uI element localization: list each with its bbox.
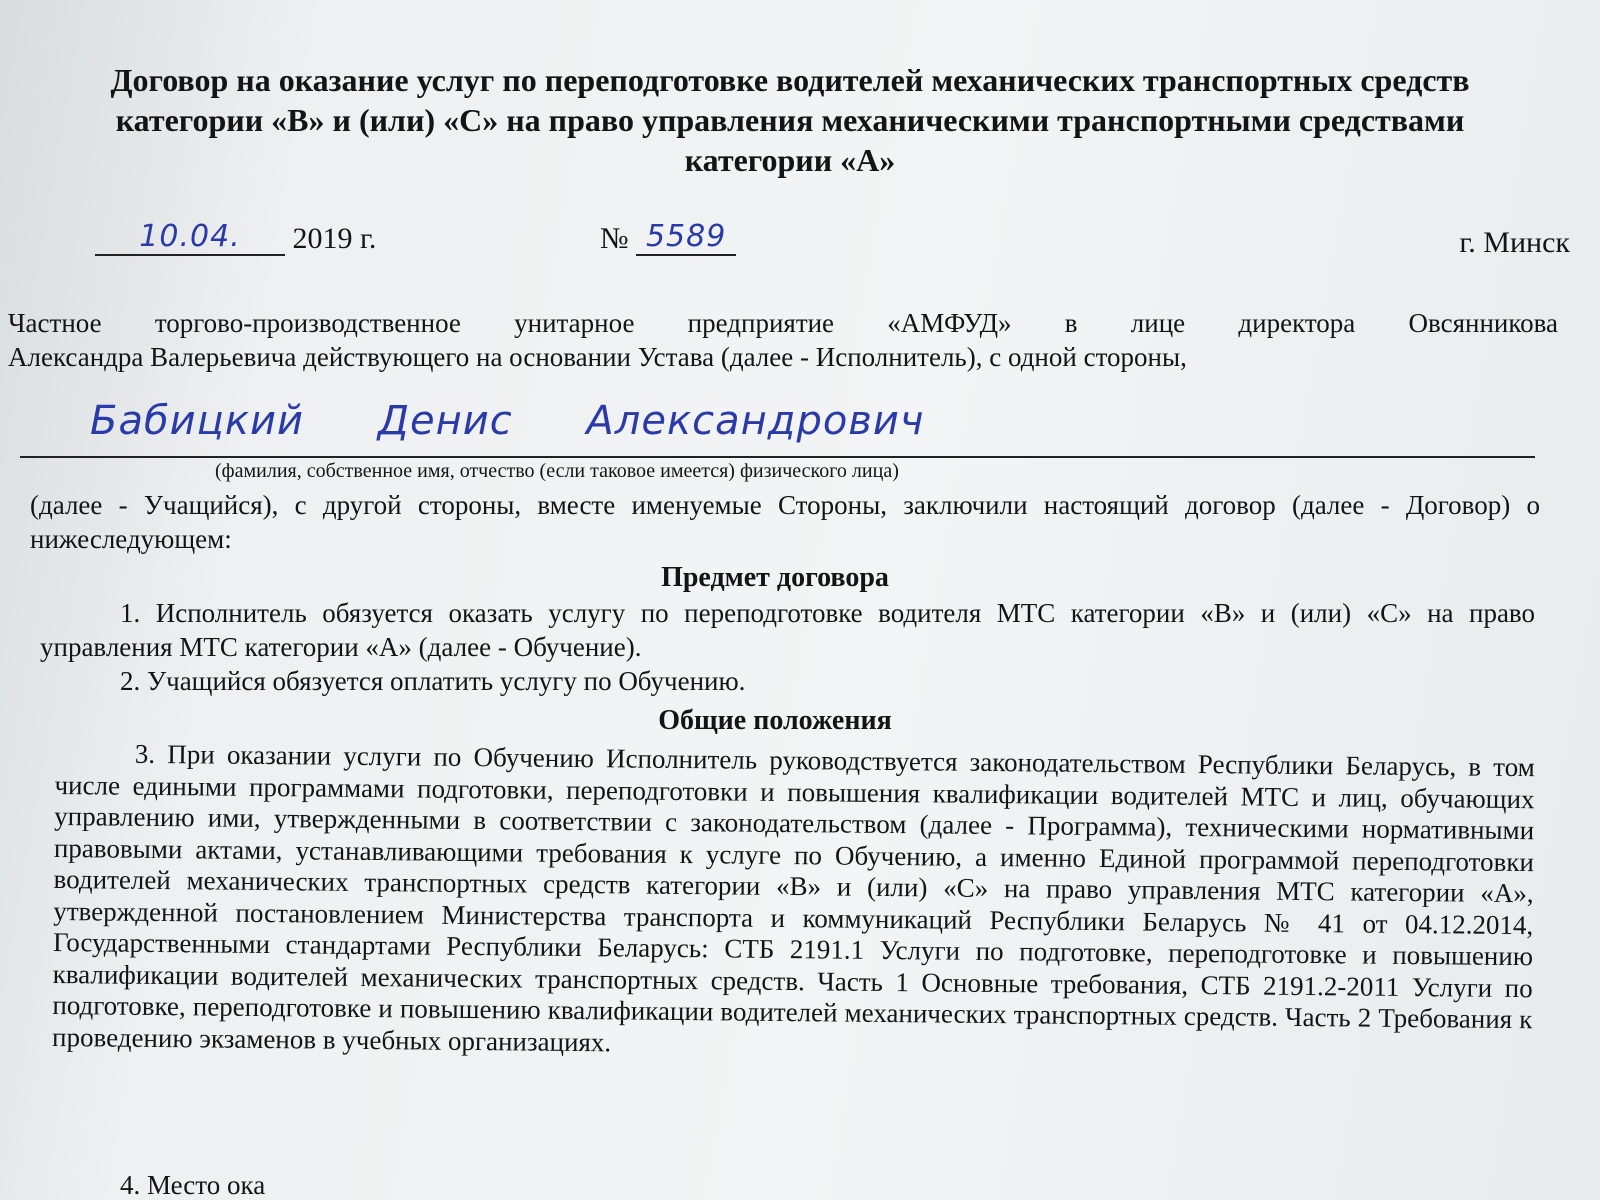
handwritten-date: 10.04. [95,220,285,256]
document-title [20,60,1560,180]
student-name-caption: (фамилия, собственное имя, отчество (если таковое имеется) физического лица) [215,460,899,482]
title-line-3: категории «А» [684,142,896,178]
handwritten-student-name: Бабицкий Денис Александрович [90,398,925,444]
parties-outro: (далее - Учащийся), с другой стороны, вместе именуемые Стороны, заключили настоящий договор (далее - Договор) о нижеследующем: [30,490,1540,554]
clause-2: 2. Учащийся обязуется оплатить услугу по Обучению. [120,666,746,696]
contract-city: г. Минск [1459,226,1570,259]
date-year: 2019 г. [292,222,377,255]
contract-number [600,220,736,256]
clause-3: 3. При оказании услуги по Обучению Исполнитель руководствуется законодательством Республики Беларусь, в том числе едиными программами подготовки, переподготовки и повышения квалификации водителей МТС и лиц, обучающих управлению ими, утвержденными в соответствии с законодательством (далее - Программа), техническими нормативными правовыми актами, устанавливающими требования к услуге по Обучению, а именно Единой программой переподготовки водителей механических транспортных средств категории «В» и (или) «С» на право управления МТС категории «А», утвержденной постановлением Министерства транспорта и коммуникаций Республики Беларусь № 41 от 04.12.2014, Государственными стандартами Республики Беларусь: СТБ 2191.1 Услуги по подготовке, переподготовке и повышению квалификации водителей механических транспортных средств. Часть 1 Основные требования, СТБ 2191.2-2011 Услуги по подготовке, переподготовке и повышению квалификации водителей механических транспортных средств. Часть 2 Требования к проведению экзаменов в учебных организациях. [51,738,1535,1057]
parties-intro-line-2: Александра Валерьевича действующего на основании Устава (далее - Исполнитель), с одной стороны, [8,342,1187,372]
section-heading-subject: Предмет договора [661,562,889,593]
section-heading-general: Общие положения [658,705,892,736]
handwritten-number: 5589 [636,220,736,256]
parties-intro-line-1: Частное торгово-производственное унитарное предприятие «АМФУД» в лице директора Овсянникова [8,308,1558,338]
parties-intro [8,306,1558,374]
contract-date [95,220,376,256]
student-name-field [20,394,1535,458]
clause-4-partial: 4. Место ока [120,1170,266,1200]
section-subject-items [40,596,1535,698]
clause-1: 1. Исполнитель обязуется оказать услугу по переподготовке водителя МТС категории «В» и (или) «С» на право управления МТС категории «А» (далее - Обучение). [40,598,1535,662]
number-label: № [600,222,629,255]
title-line-2: категории «В» и (или) «С» на право управления механическими транспортными средствами [115,102,1465,138]
title-line-1: Договор на оказание услуг по переподготовке водителей механических транспортных средств [110,62,1470,98]
